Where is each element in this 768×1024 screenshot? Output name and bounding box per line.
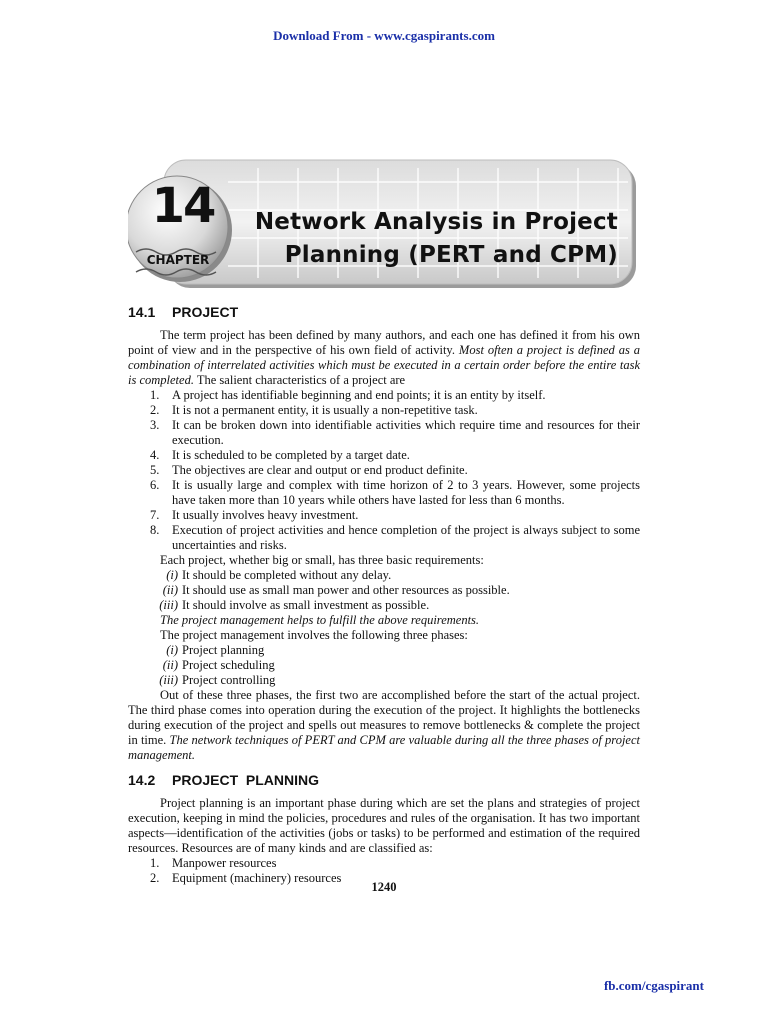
intro-definition: Most often a project is defined as a combination of interrelated activities which must be executed in a certain order before the entire task is completed.	[128, 343, 641, 387]
intro-paragraph	[128, 328, 640, 388]
phases-intro: The project management involves the following three phases:	[160, 628, 468, 642]
list-item	[128, 523, 640, 553]
item-text: It is usually large and complex with time horizon of 2 to 3 years. However, some projects have taken more than 10 years while others have lasted for less than 6 months.	[172, 478, 640, 507]
list-item	[128, 463, 640, 478]
section-number: 14.1	[128, 304, 156, 320]
item-number: 7.	[150, 508, 160, 522]
list-item	[128, 598, 640, 613]
page-number: 1240	[371, 880, 397, 894]
list-item	[128, 403, 640, 418]
item-marker: (iii)	[159, 673, 178, 687]
planning-paragraph: Project planning is an important phase during which are set the plans and strategies of project execution, keeping in mind the policies, procedures and rules of the organisation. It has two important aspects—identification of the activities (jobs or tasks) to be performed and estimation of the required resources. Resources are of many kinds and are classified as:	[128, 796, 640, 855]
intro-tail: The salient characteristics of a project are	[196, 373, 406, 387]
requirements-list	[128, 568, 640, 613]
item-number: 4.	[150, 448, 160, 462]
chapter-label: CHAPTER	[146, 253, 210, 267]
item-text: Project controlling	[182, 673, 276, 687]
download-link[interactable]: Download From - www.cgaspirants.com	[273, 28, 495, 43]
list-item	[128, 673, 640, 688]
list-item	[128, 478, 640, 508]
item-text: It usually involves heavy investment.	[172, 508, 359, 522]
item-number: 6.	[150, 478, 160, 492]
item-text: Equipment (machinery) resources	[172, 871, 342, 885]
item-number: 1.	[150, 856, 160, 870]
chapter-title-line1: Network Analysis in Project	[254, 209, 618, 235]
section-number: 14.2	[128, 772, 156, 788]
section-title: PROJECT PLANNING	[172, 772, 320, 788]
list-item	[128, 583, 640, 598]
closing-italic: The network techniques of PERT and CPM are valuable during all the three phases of project management.	[128, 733, 640, 762]
item-number: 1.	[150, 388, 160, 402]
item-text: Project planning	[182, 643, 265, 657]
list-item	[128, 508, 640, 523]
list-item	[128, 388, 640, 403]
closing-paragraph	[128, 688, 640, 763]
facebook-link[interactable]: fb.com/cgaspirant	[603, 978, 704, 993]
characteristics-list	[128, 388, 640, 553]
section-project-planning	[128, 773, 640, 886]
item-marker: (i)	[166, 643, 178, 657]
intro-text: The term project has been defined by many authors, and each one has defined it from his own point of view and in the perspective of his own field of activity.	[128, 328, 640, 357]
page-content	[128, 305, 640, 886]
item-text: The objectives are clear and output or end product definite.	[172, 463, 468, 477]
management-statement	[128, 613, 640, 628]
chapter-title	[255, 206, 618, 272]
item-number: 2.	[150, 871, 160, 885]
item-text: Execution of project activities and hence completion of the project is always subject to some uncertainties and risks.	[172, 523, 640, 552]
list-item	[128, 568, 640, 583]
item-text: It can be broken down into identifiable activities which require time and resources for their execution.	[172, 418, 640, 447]
section-title: PROJECT	[172, 304, 239, 320]
section-heading-planning	[128, 773, 640, 788]
item-marker: (i)	[166, 568, 178, 582]
item-text: It is not a permanent entity, it is usually a non-repetitive task.	[172, 403, 478, 417]
list-item	[128, 643, 640, 658]
item-text: It is scheduled to be completed by a target date.	[172, 448, 410, 462]
list-item	[128, 658, 640, 673]
item-number: 5.	[150, 463, 160, 477]
item-number: 2.	[150, 403, 160, 417]
item-text: Project scheduling	[182, 658, 275, 672]
item-text: A project has identifiable beginning and end points; it is an entity by itself.	[172, 388, 546, 402]
item-marker: (iii)	[159, 598, 178, 612]
phases-list	[128, 643, 640, 688]
item-number: 3.	[150, 418, 160, 432]
list-item	[128, 448, 640, 463]
chapter-title-line2: Planning (PERT and CPM)	[284, 242, 618, 268]
requirements-intro: Each project, whether big or small, has three basic requirements:	[160, 553, 484, 567]
item-text: It should be completed without any delay.	[182, 568, 392, 582]
closing-text: Out of these three phases, the first two are accomplished before the start of the actual project. The third phase comes into operation during the execution of the project. It highlights the bottlenecks during execution of the project and spells out measures to remove bottlenecks & complete the project in time.	[128, 688, 640, 747]
item-text: It should use as small man power and other resources as possible.	[182, 583, 510, 597]
item-text: Manpower resources	[172, 856, 277, 870]
list-item	[128, 418, 640, 448]
item-number: 8.	[150, 523, 160, 537]
item-marker: (ii)	[162, 583, 178, 597]
item-text: It should involve as small investment as possible.	[182, 598, 430, 612]
chapter-banner	[128, 158, 640, 292]
chapter-number: 14	[151, 178, 215, 234]
management-italic: The project management helps to fulfill the above requirements.	[160, 613, 480, 627]
section-heading-project	[128, 305, 640, 320]
item-marker: (ii)	[162, 658, 178, 672]
list-item	[128, 856, 640, 871]
